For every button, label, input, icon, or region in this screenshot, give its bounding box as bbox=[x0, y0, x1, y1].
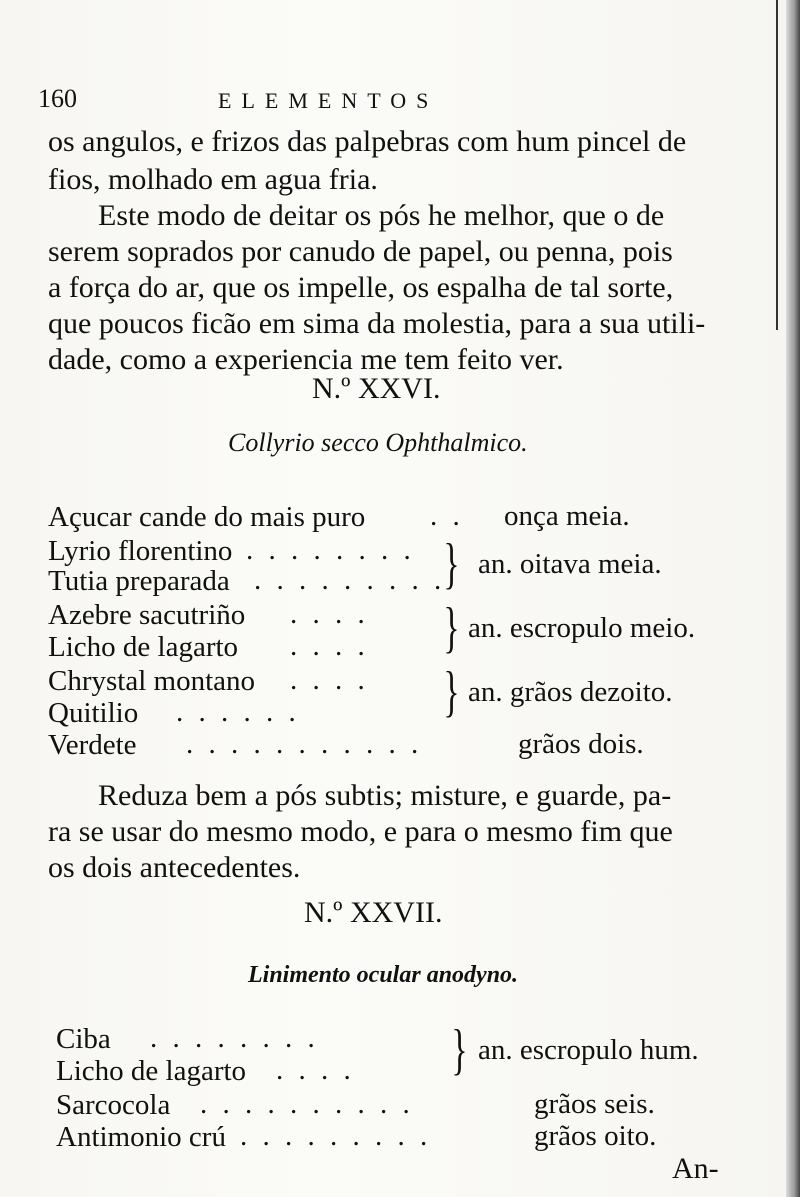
page-header bbox=[38, 84, 738, 124]
ingredient-name: Açucar cande do mais puro bbox=[48, 501, 366, 533]
leader-dots: . . . . . . bbox=[176, 696, 300, 728]
running-head: ELEMENTOS bbox=[218, 88, 439, 113]
leader-dots: . . bbox=[430, 500, 464, 532]
text-line: os angulos, e frizos das palpebras com hum pincel de bbox=[48, 125, 687, 158]
ingredient-name: Licho de lagarto bbox=[56, 1055, 247, 1087]
brace: } bbox=[443, 661, 460, 723]
ingredient-name: Azebre sacutriño bbox=[48, 599, 246, 631]
leader-dots: . . . . bbox=[290, 598, 369, 630]
text-line: fios, molhado em agua fria. bbox=[48, 163, 378, 196]
brace: } bbox=[443, 533, 460, 595]
ingredient-amount: onça meia. bbox=[504, 500, 630, 532]
text-line: serem soprados por canudo de papel, ou penna, pois bbox=[48, 235, 673, 268]
leader-dots: . . . . . . . . . bbox=[254, 564, 446, 596]
text-line: a força do ar, que os impelle, os espalha de tal sorte, bbox=[48, 271, 674, 304]
text-line: que poucos ficão em sima da molestia, para a sua utili- bbox=[48, 307, 706, 340]
gutter-line bbox=[776, 0, 778, 330]
section-number-27: N.º XXVII. bbox=[304, 896, 443, 929]
leader-dots: . . . . bbox=[290, 664, 369, 696]
ingredient-name: Lyrio florentino bbox=[48, 535, 233, 567]
page-number: 160 bbox=[38, 84, 77, 113]
ingredient-name: Ciba bbox=[56, 1023, 111, 1055]
catchword: An- bbox=[672, 1152, 719, 1185]
ingredient-name: Antimonio crú bbox=[56, 1121, 226, 1153]
text-line: Reduza bem a pós subtis; misture, e guarde, pa- bbox=[98, 779, 672, 812]
section-title-26: Collyrio secco Ophthalmico. bbox=[228, 428, 528, 457]
ingredient-name: Sarcocola bbox=[56, 1089, 171, 1121]
leader-dots: . . . . bbox=[290, 630, 369, 662]
text-line: dade, como a experiencia me tem feito ver. bbox=[48, 343, 564, 376]
ingredient-name: Verdete bbox=[48, 729, 137, 761]
ingredient-amount: grãos dois. bbox=[518, 728, 644, 760]
leader-dots: . . . . . . . . . . bbox=[200, 1088, 414, 1120]
text-line: Este modo de deitar os pós he melhor, que o de bbox=[98, 199, 665, 232]
page-edge bbox=[786, 0, 800, 1197]
brace: } bbox=[443, 597, 460, 659]
text-line: ra se usar do mesmo modo, e para o mesmo fim que bbox=[48, 815, 673, 848]
group-amount: an. escropulo meio. bbox=[468, 612, 696, 644]
leader-dots: . . . . . . . . bbox=[150, 1022, 319, 1054]
leader-dots: . . . . . . . . bbox=[246, 534, 415, 566]
ingredient-name: Quitilio bbox=[48, 697, 139, 729]
ingredient-amount: grãos oito. bbox=[534, 1120, 657, 1152]
group-amount: an. grãos dezoito. bbox=[468, 676, 673, 708]
ingredient-amount: grãos seis. bbox=[534, 1088, 655, 1120]
ingredient-name: Chrystal montano bbox=[48, 665, 256, 697]
group-amount: an. oitava meia. bbox=[478, 548, 662, 580]
leader-dots: . . . . . . . . . . . bbox=[186, 728, 423, 760]
ingredient-name: Licho de lagarto bbox=[48, 631, 239, 663]
section-title-27: Linimento ocular anodyno. bbox=[248, 962, 519, 988]
ingredient-name: Tutia preparada bbox=[48, 565, 230, 597]
section-number-26: N.º XXVI. bbox=[312, 372, 441, 405]
text-line: os dois antecedentes. bbox=[48, 851, 301, 884]
leader-dots: . . . . bbox=[276, 1054, 355, 1086]
leader-dots: . . . . . . . . . bbox=[240, 1120, 432, 1152]
brace: } bbox=[451, 1019, 468, 1081]
group-amount: an. escropulo hum. bbox=[478, 1034, 699, 1066]
